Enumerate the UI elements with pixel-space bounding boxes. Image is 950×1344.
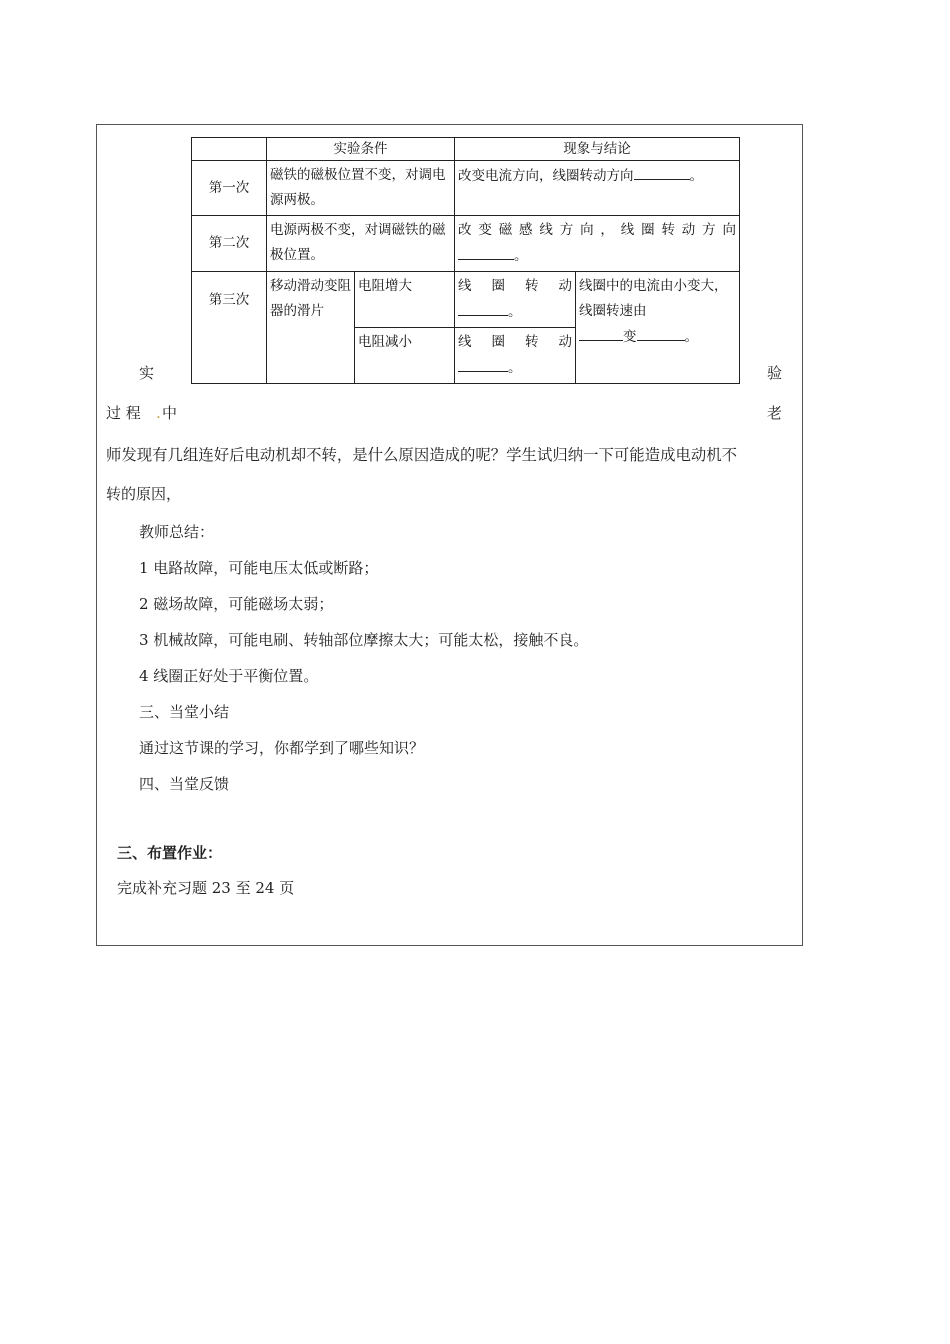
paragraph-line: 转的原因， — [106, 485, 182, 503]
list-item: 4 线圈正好处于平衡位置。 — [139, 667, 319, 685]
result-end: 。 — [514, 248, 528, 264]
result-cell — [455, 161, 740, 216]
fill-blank — [634, 163, 690, 180]
result-text: 改变电流方向，线圈转动方向 — [458, 168, 634, 184]
text-guocheng: 过 程 — [106, 404, 141, 422]
text-lao: 老 — [767, 404, 783, 422]
fill-blank — [579, 324, 623, 341]
list-item: 3 机械故障，可能电刷、转轴部位摩擦太大；可能太松，接触不良。 — [139, 631, 589, 649]
homework-text: 完成补充习题 23 至 24 页 — [117, 879, 295, 897]
homework-title: 三、布置作业： — [117, 844, 223, 862]
text-yan: 验 — [767, 364, 783, 382]
section-heading: 三、当堂小结 — [139, 703, 230, 721]
conclusion-end: 。 — [684, 329, 698, 345]
table-row — [192, 216, 740, 272]
rotation-text: 线 圈 转 动 — [458, 334, 572, 350]
table-header-row — [192, 138, 740, 161]
table-row — [192, 161, 740, 216]
text-zhong: 中 — [162, 404, 178, 422]
rotation-cell — [455, 272, 576, 328]
sub-condition: 电阻增大 — [355, 272, 455, 328]
list-item: 1 电路故障，可能电压太低或断路； — [139, 559, 379, 577]
rotation-text: 线 圈 转 动 — [458, 278, 572, 294]
rotation-cell — [455, 328, 576, 384]
header-blank — [192, 138, 267, 161]
sub-condition: 电阻减小 — [355, 328, 455, 384]
text-shi: 实 — [139, 364, 155, 382]
row-label: 第二次 — [192, 216, 267, 272]
row-label: 第一次 — [192, 161, 267, 216]
row-label: 第三次 — [192, 272, 267, 384]
rotation-end: 。 — [508, 360, 522, 376]
paragraph-line: 师发现有几组连好后电动机却不转，是什么原因造成的呢？学生试归纳一下可能造成电动机不 — [106, 446, 738, 464]
experiment-table — [191, 137, 740, 384]
condition-cell: 磁铁的磁极位置不变，对调电源两极。 — [267, 161, 455, 216]
result-text: 改变磁感线方向，线圈转动方向 — [458, 222, 736, 238]
conclusion-text: 线圈中的电流由小变大，线圈转速由 — [579, 278, 728, 319]
result-end: 。 — [689, 168, 703, 184]
header-condition: 实验条件 — [267, 138, 455, 161]
list-item: 2 磁场故障，可能磁场太弱； — [139, 595, 334, 613]
table-row — [192, 272, 740, 328]
section-heading: 四、当堂反馈 — [139, 775, 230, 793]
conclusion-cell — [576, 272, 740, 384]
fill-blank — [458, 355, 508, 372]
review-question: 通过这节课的学习，你都学到了哪些知识？ — [139, 739, 425, 757]
conclusion-mid: 变 — [623, 329, 637, 345]
fill-blank — [637, 324, 685, 341]
rotation-end: 。 — [508, 304, 522, 320]
header-result: 现象与结论 — [455, 138, 740, 161]
fill-blank — [458, 299, 508, 316]
condition-cell: 电源两极不变，对调磁铁的磁极位置。 — [267, 216, 455, 272]
result-cell — [455, 216, 740, 272]
teacher-summary: 教师总结： — [139, 523, 215, 541]
fill-blank — [458, 243, 514, 260]
condition-cell: 移动滑动变阻器的滑片 — [267, 272, 355, 384]
text-dot: . — [156, 404, 161, 422]
